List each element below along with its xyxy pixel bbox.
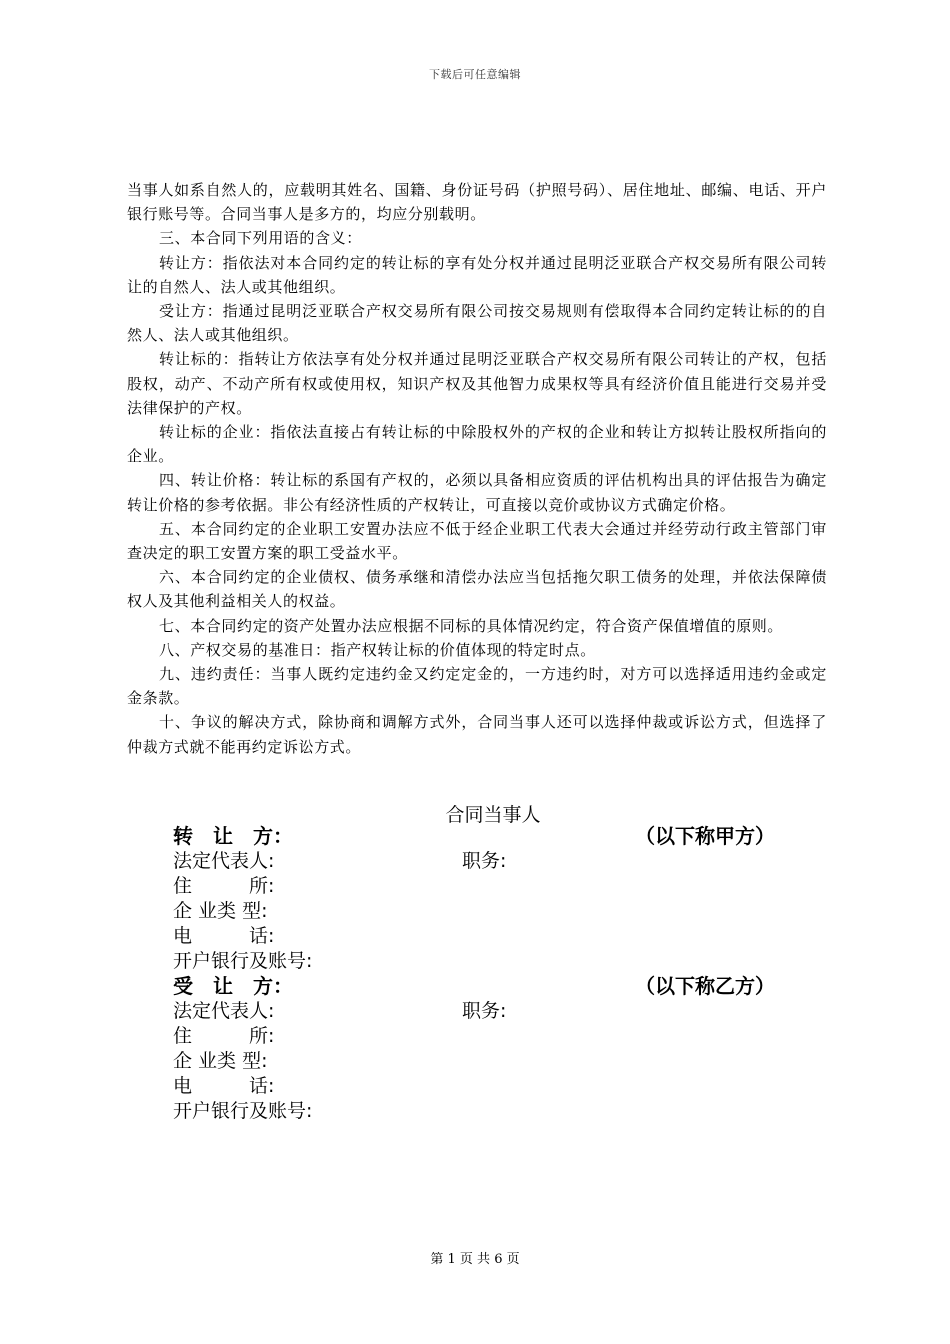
- paragraph-transfer-price: 四、转让价格：转让标的系国有产权的，必须以具备相应资质的评估机构出具的评估报告为确定转让价格的参考依据。非公有经济性质的产权转让，可直接以竞价或协议方式确定价格。: [127, 471, 827, 514]
- paragraph-natural-person: 当事人如系自然人的，应载明其姓名、国籍、身份证号码（护照号码）、居住地址、邮编、电话、开户银行账号等。合同当事人是多方的，均应分别载明。: [127, 181, 827, 224]
- transferee-row: [173, 974, 793, 999]
- transferor-bank-row: [173, 949, 793, 974]
- transferee-enterprise-type-label: 企 业类 型:: [173, 1050, 268, 1072]
- paragraph-subject-definition: 转让标的：指转让方依法享有处分权并通过昆明泛亚联合产权交易所有限公司转让的产权，包括股权，动产、不动产所有权或使用权，知识产权及其他智力成果权等具有经济价值且能进行交易并受法律保护的产权。: [127, 350, 827, 417]
- transferor-alias-note: （以下称甲方）: [635, 824, 775, 848]
- paragraph-asset-disposal: 七、本合同约定的资产处置办法应根据不同标的具体情况约定，符合资产保值增值的原则。: [159, 616, 784, 635]
- transferor-phone-label: 电 话:: [173, 925, 275, 947]
- transferee-enterprise-type-row: [173, 1049, 793, 1074]
- paragraph-transferee-definition: 受让方：指通过昆明泛亚联合产权交易所有限公司按交易规则有偿取得本合同约定转让标的的自然人、法人或其他组织。: [127, 302, 827, 345]
- transferee-legal-rep-row: [173, 999, 793, 1024]
- paragraph-liability: 九、违约责任：当事人既约定违约金又约定定金的，一方违约时，对方可以选择适用违约金或定金条款。: [127, 665, 827, 708]
- paragraph-transferor-definition: 转让方：指依法对本合同约定的转让标的享有处分权并通过昆明泛亚联合产权交易所有限公司转让的自然人、法人或其他组织。: [127, 253, 827, 296]
- transferee-legal-rep-label: 法定代表人:: [173, 1000, 275, 1022]
- page-number: 第 1 页 共 6 页: [430, 1252, 520, 1267]
- transferee-label: 受 让 方：: [173, 974, 293, 998]
- paragraph-dispute-resolution: 十、争议的解决方式，除协商和调解方式外，合同当事人还可以选择仲裁或诉讼方式，但选择了仲裁方式就不能再约定诉讼方式。: [127, 713, 827, 756]
- transferee-bank-label: 开户银行及账号:: [173, 1100, 313, 1122]
- paragraph-employee-placement: 五、本合同约定的企业职工安置办法应不低于经企业职工代表大会通过并经劳动行政主管部门审查决定的职工安置方案的职工受益水平。: [127, 519, 827, 563]
- transferee-alias-note: （以下称乙方）: [635, 974, 775, 998]
- parties-section: [173, 824, 793, 1124]
- transferor-address-label: 住 所:: [173, 875, 275, 897]
- paragraph-base-date: 八、产权交易的基准日：指产权转让标的价值体现的特定时点。: [159, 640, 596, 659]
- transferor-legal-rep-label: 法定代表人:: [173, 850, 275, 872]
- transferee-bank-row: [173, 1099, 793, 1124]
- parties-title: 合同当事人: [445, 804, 541, 826]
- transferor-enterprise-type-row: [173, 899, 793, 924]
- transferor-legal-rep-row: [173, 849, 793, 874]
- page-header-note: 下载后可任意编辑: [429, 68, 521, 81]
- transferee-phone-label: 电 话:: [173, 1075, 275, 1097]
- transferor-duty-label: 职务:: [462, 850, 507, 872]
- transferor-phone-row: [173, 924, 793, 949]
- contract-body-text: [127, 178, 827, 759]
- transferee-address-row: [173, 1024, 793, 1049]
- transferor-bank-label: 开户银行及账号:: [173, 950, 313, 972]
- paragraph-terms-heading: 三、本合同下列用语的含义：: [159, 229, 362, 248]
- paragraph-debts: 六、本合同约定的企业债权、债务承继和清偿办法应当包括拖欠职工债务的处理，并依法保障债权人及其他利益相关人的权益。: [127, 568, 827, 611]
- transferor-label: 转 让 方：: [173, 824, 293, 848]
- transferee-address-label: 住 所:: [173, 1025, 275, 1047]
- transferee-duty-label: 职务:: [462, 1000, 507, 1022]
- transferor-row: [173, 824, 793, 849]
- transferor-enterprise-type-label: 企 业类 型:: [173, 900, 268, 922]
- paragraph-subject-enterprise-definition: 转让标的企业：指依法直接占有转让标的中除股权外的产权的企业和转让方拟转让股权所指向的企业。: [127, 423, 827, 466]
- transferee-phone-row: [173, 1074, 793, 1099]
- transferor-address-row: [173, 874, 793, 899]
